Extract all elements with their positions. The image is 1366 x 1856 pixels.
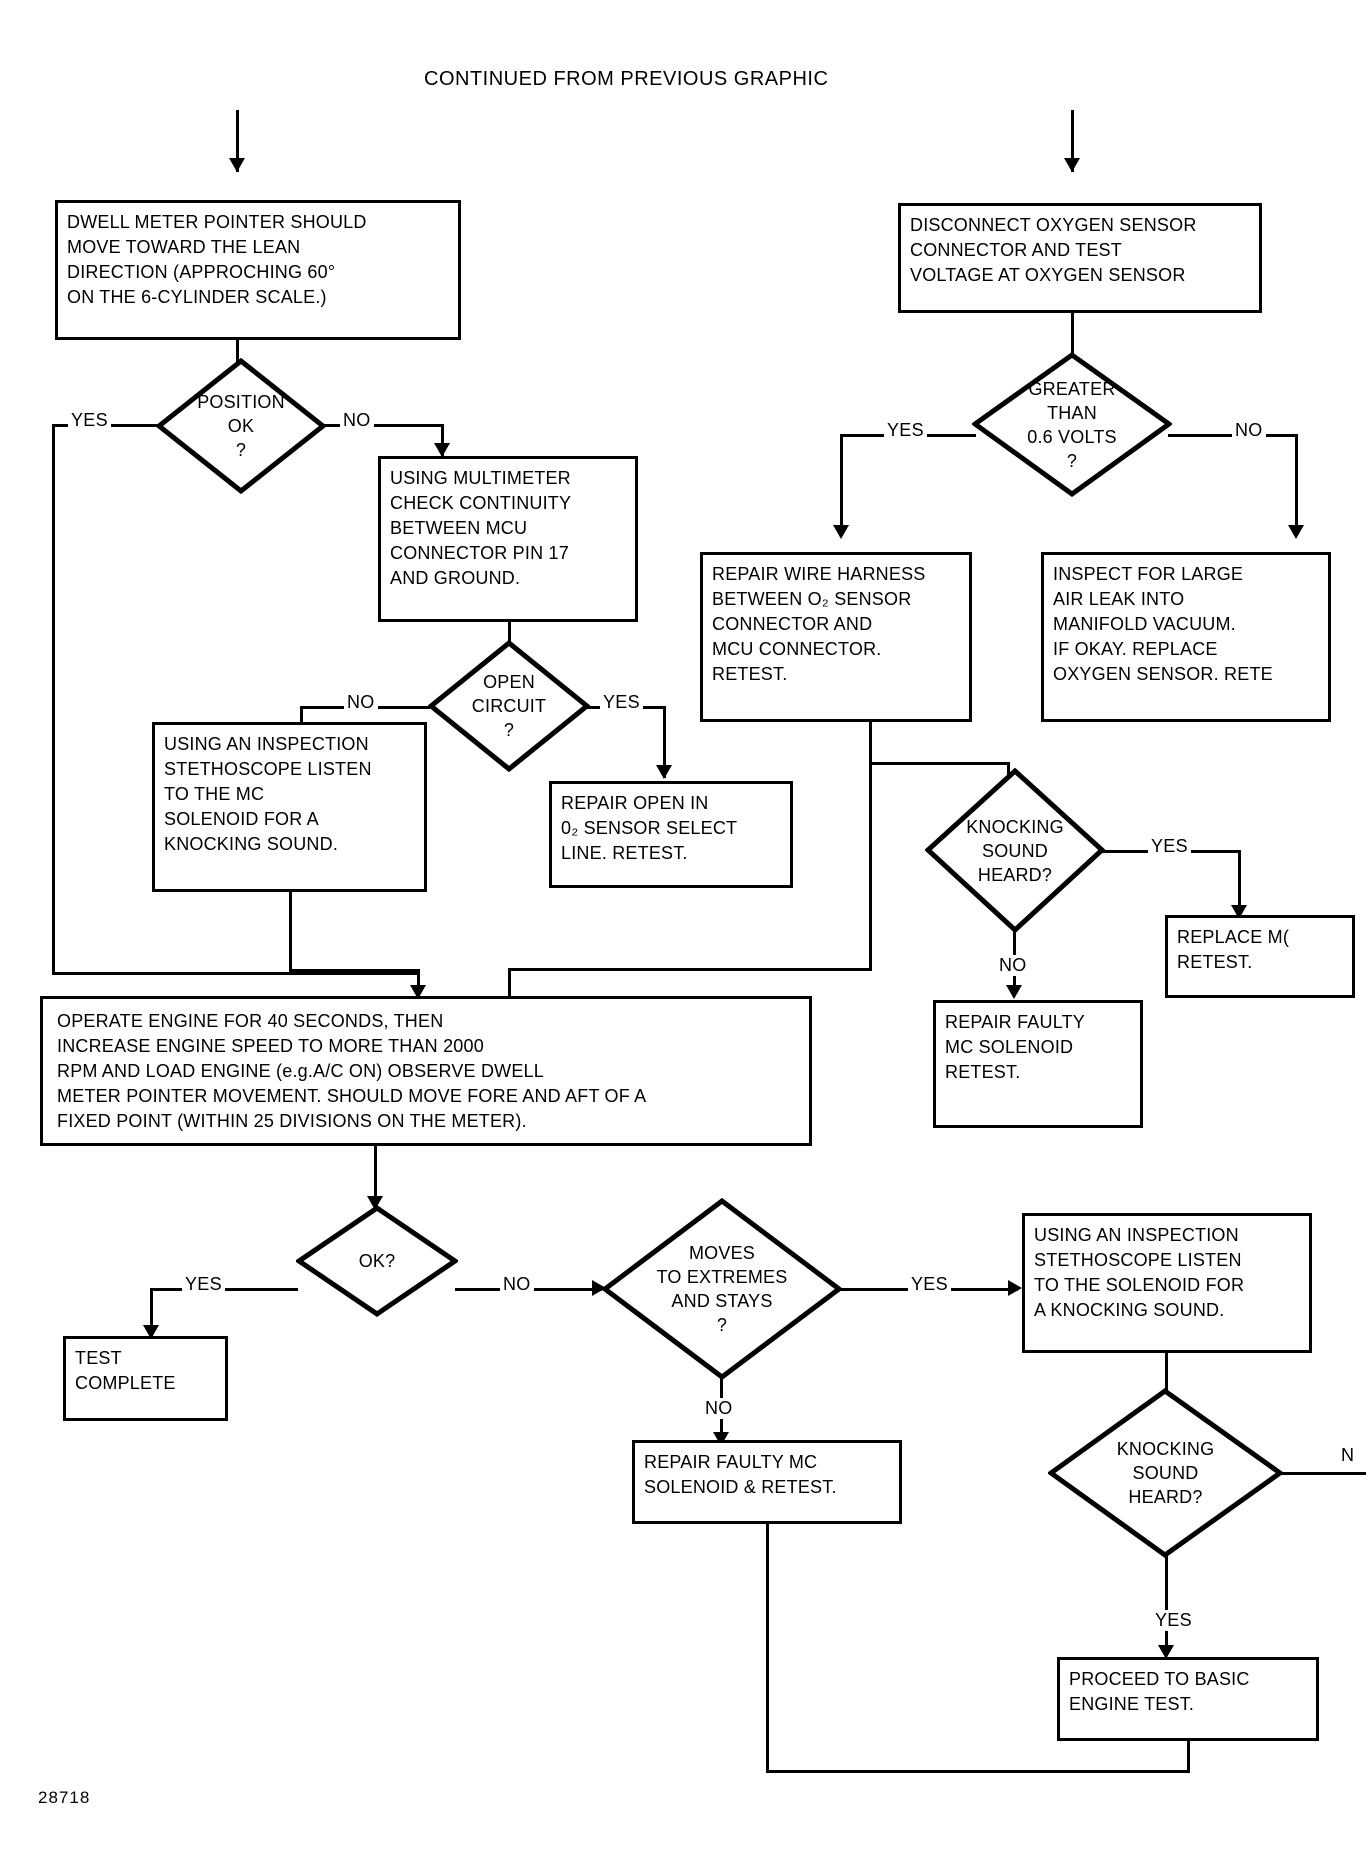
- label-ok-yes: YES: [182, 1274, 225, 1295]
- box-dwell-meter: DWELL METER POINTER SHOULD MOVE TOWARD THE LEAN DIRECTION (APPROCHING 60° ON THE 6-CYLINDER SCALE.): [55, 200, 461, 340]
- edge-position-yes-v: [52, 424, 55, 974]
- box-disconnect-oxygen-sensor: DISCONNECT OXYGEN SENSOR CONNECTOR AND TEST VOLTAGE AT OXYGEN SENSOR: [898, 203, 1262, 313]
- edge-greater-no-v: [1295, 434, 1298, 534]
- box-replace-mc-retest: REPLACE M( RETEST.: [1165, 915, 1355, 998]
- box-repair-wire-harness: REPAIR WIRE HARNESS BETWEEN O₂ SENSOR CONNECTOR AND MCU CONNECTOR. RETEST.: [700, 552, 972, 722]
- decision-moves-label: MOVES TO EXTREMES AND STAYS ?: [656, 1243, 788, 1335]
- decision-moves-to-extremes: [602, 1198, 842, 1380]
- box-inspect-air-leak: INSPECT FOR LARGE AIR LEAK INTO MANIFOLD VACUUM. IF OKAY. REPLACE OXYGEN SENSOR. RETE: [1041, 552, 1331, 722]
- arrowhead-entry-left: [229, 158, 245, 172]
- edge-harness-left: [508, 968, 872, 971]
- box-repair-open-o2-line: REPAIR OPEN IN 0₂ SENSOR SELECT LINE. RETEST.: [549, 781, 793, 888]
- label-open-no: NO: [344, 692, 378, 713]
- decision-knocking-sound-1: [925, 768, 1105, 933]
- arrowhead-greater-yes: [833, 525, 849, 539]
- edge-position-yes-h2: [52, 972, 417, 975]
- edge-harness-into-operate: [508, 968, 511, 996]
- edge-bottom-return-h: [766, 1770, 1190, 1773]
- edge-harness-down: [869, 720, 872, 970]
- box-proceed-basic-engine-test: PROCEED TO BASIC ENGINE TEST.: [1057, 1657, 1319, 1741]
- decision-open-circuit: [428, 640, 590, 772]
- edge-stethoscope-h: [289, 969, 419, 972]
- label-open-yes: YES: [600, 692, 643, 713]
- connector-disconnect-to-greater: [1071, 313, 1074, 355]
- label-position-no: NO: [340, 410, 374, 431]
- edge-stethoscope-down: [289, 892, 292, 972]
- box-stethoscope-mc-solenoid: USING AN INSPECTION STETHOSCOPE LISTEN TO THE MC SOLENOID FOR A KNOCKING SOUND.: [152, 722, 427, 892]
- figure-code: 28718: [38, 1788, 91, 1807]
- arrowhead-position-no: [434, 443, 450, 457]
- label-knock2-no: N: [1338, 1445, 1357, 1466]
- box-operate-engine: OPERATE ENGINE FOR 40 SECONDS, THEN INCREASE ENGINE SPEED TO MORE THAN 2000 RPM AND LOAD ENGINE (e.g.A/C ON) OBSERVE DWELL METER POINTER MOVEMENT. SHOULD MOVE FORE AND AFT OF A FIXED POINT (WITHIN 25 DIVISIONS ON THE METER).: [40, 996, 812, 1146]
- decision-ok: [296, 1205, 458, 1317]
- label-position-yes: YES: [68, 410, 111, 431]
- decision-open-circuit-label: OPEN CIRCUIT ?: [471, 672, 547, 740]
- label-moves-no: NO: [702, 1398, 736, 1419]
- label-greater-yes: YES: [884, 420, 927, 441]
- edge-greater-yes-v: [840, 434, 843, 534]
- label-greater-no: NO: [1232, 420, 1266, 441]
- label-knock1-yes: YES: [1148, 836, 1191, 857]
- box-repair-faulty-mc-solenoid: REPAIR FAULTY MC SOLENOID RETEST.: [933, 1000, 1143, 1128]
- arrowhead-moves-yes: [1008, 1280, 1022, 1296]
- arrowhead-greater-no: [1288, 525, 1304, 539]
- arrowhead-knock1-no: [1006, 985, 1022, 999]
- page-title: CONTINUED FROM PREVIOUS GRAPHIC: [424, 68, 829, 90]
- arrowhead-entry-right: [1064, 158, 1080, 172]
- label-moves-yes: YES: [908, 1274, 951, 1295]
- edge-repair2-down: [766, 1524, 769, 1772]
- decision-knocking-2-label: KNOCKING SOUND HEARD?: [1116, 1439, 1215, 1507]
- arrowhead-open-yes: [656, 765, 672, 779]
- decision-greater-label: GREATER THAN 0.6 VOLTS ?: [1027, 378, 1117, 471]
- box-test-complete: TEST COMPLETE: [63, 1336, 228, 1421]
- decision-knocking-1-label: KNOCKING SOUND HEARD?: [966, 816, 1064, 885]
- decision-knocking-sound-2: [1048, 1388, 1283, 1558]
- label-knock1-no: NO: [996, 955, 1030, 976]
- decision-greater-than-06-volts: [972, 352, 1172, 497]
- decision-position-ok: [156, 358, 326, 494]
- box-multimeter-continuity: USING MULTIMETER CHECK CONTINUITY BETWEEN MCU CONNECTOR PIN 17 AND GROUND.: [378, 456, 638, 622]
- label-ok-no: NO: [500, 1274, 534, 1295]
- label-knock2-yes: YES: [1152, 1610, 1195, 1631]
- connector-stethsol-to-knock2: [1165, 1353, 1168, 1391]
- decision-position-ok-label: POSITION OK ?: [197, 392, 285, 460]
- edge-to-knocking1-h: [869, 762, 1010, 765]
- decision-ok-label: OK?: [358, 1251, 396, 1271]
- edge-knock2-no-h: [1280, 1472, 1366, 1475]
- edge-knock2-yes-v: [1165, 1556, 1168, 1656]
- box-stethoscope-solenoid: USING AN INSPECTION STETHOSCOPE LISTEN TO THE SOLENOID FOR A KNOCKING SOUND.: [1022, 1213, 1312, 1353]
- box-repair-faulty-mc-retest: REPAIR FAULTY MC SOLENOID & RETEST.: [632, 1440, 902, 1524]
